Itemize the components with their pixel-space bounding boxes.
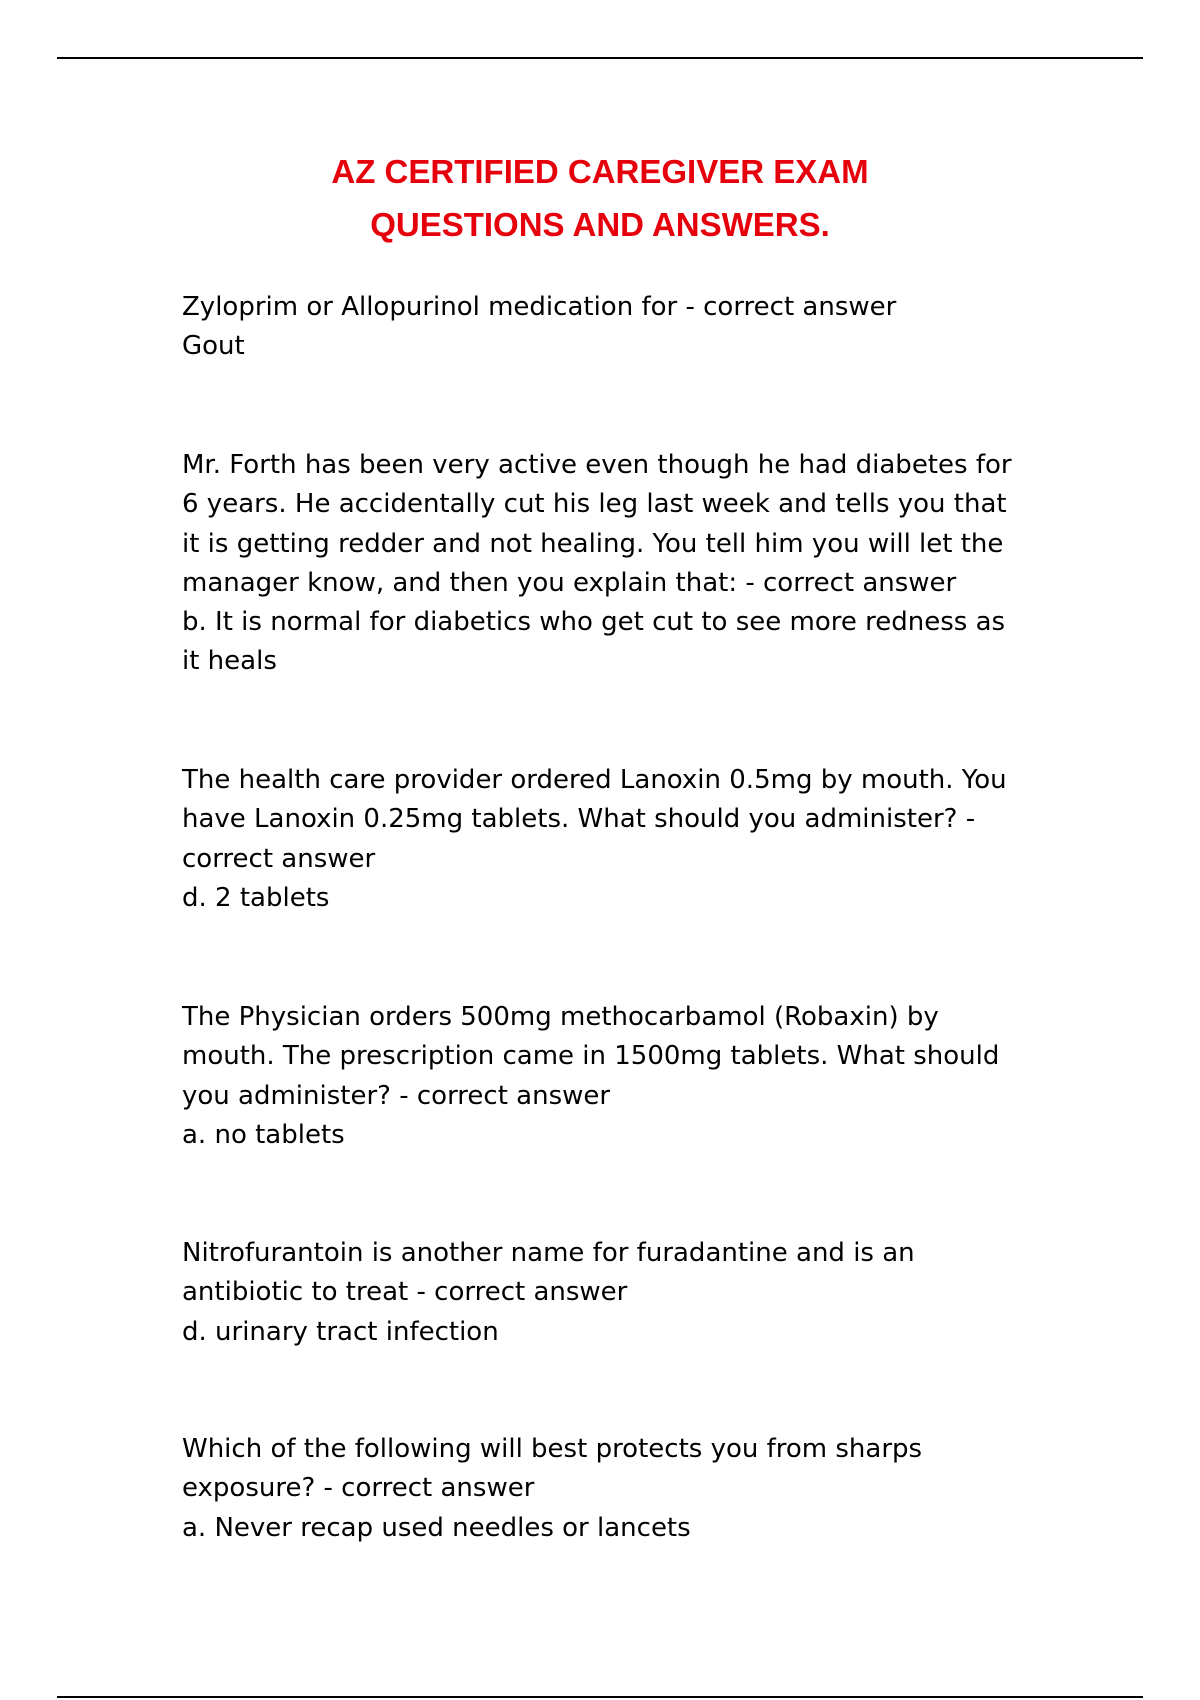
qa-answer: a. no tablets: [182, 1119, 345, 1150]
qa-line: manager know, and then you explain that: - correct answer: [182, 567, 957, 598]
qa-line: Zyloprim or Allopurinol medication for - correct answer: [182, 292, 897, 322]
qa-line: exposure? - correct answer: [182, 1473, 535, 1504]
qa-answer: d. 2 tablets: [182, 882, 330, 913]
qa-item-4: [182, 998, 999, 1155]
qa-item-5: [182, 1234, 915, 1352]
title-line-2: QUESTIONS AND ANSWERS.: [370, 206, 830, 243]
title-line-1: AZ CERTIFIED CAREGIVER EXAM: [331, 153, 869, 190]
qa-line: you administer? - correct answer: [182, 1080, 611, 1111]
qa-answer: d. urinary tract infection: [182, 1316, 499, 1347]
qa-item-6: [182, 1430, 922, 1548]
qa-line: The health care provider ordered Lanoxin 0.5mg by mouth. You: [182, 765, 1007, 795]
qa-line: have Lanoxin 0.25mg tablets. What should you administer? -: [182, 804, 976, 835]
qa-line: Nitrofurantoin is another name for furadantine and is an: [182, 1238, 915, 1268]
top-rule: [57, 57, 1143, 59]
qa-item-2: [182, 446, 1012, 682]
qa-answer: b. It is normal for diabetics who get cut to see more redness as: [182, 607, 1006, 638]
qa-line: correct answer: [182, 843, 376, 874]
qa-line: it is getting redder and not healing. You tell him you will let the: [182, 528, 1004, 559]
qa-line: mouth. The prescription came in 1500mg tablets. What should: [182, 1041, 1000, 1072]
bottom-rule: [57, 1696, 1143, 1698]
qa-line: antibiotic to treat - correct answer: [182, 1277, 628, 1308]
qa-answer: a. Never recap used needles or lancets: [182, 1512, 691, 1543]
qa-line: Mr. Forth has been very active even though he had diabetes for: [182, 450, 1012, 480]
qa-answer: it heals: [182, 646, 277, 677]
document-title: [0, 145, 1200, 251]
qa-line: 6 years. He accidentally cut his leg last week and tells you that: [182, 489, 1007, 520]
qa-item-3: [182, 761, 1007, 918]
qa-line: Which of the following will best protects you from sharps: [182, 1434, 923, 1464]
qa-item-1: [182, 288, 896, 367]
qa-line: The Physician orders 500mg methocarbamol (Robaxin) by: [182, 1002, 939, 1032]
qa-answer: Gout: [182, 331, 245, 362]
